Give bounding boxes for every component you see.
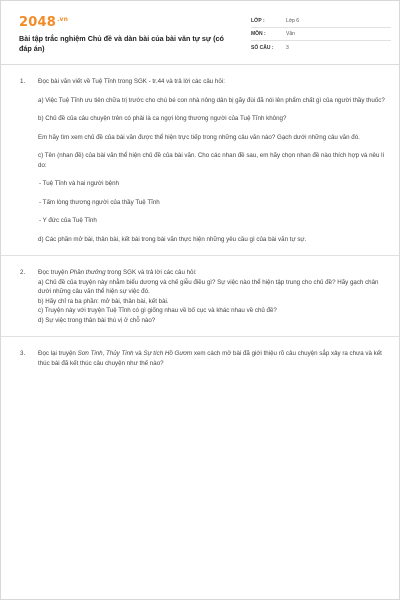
title-option-1: - Tuệ Tĩnh và hai người bệnh [39,180,119,187]
question-number: 1. [20,78,26,85]
meta-row-socau [251,41,391,54]
meta-socau-value: 3 [286,44,289,51]
intro-text-end: xem cách mở bài đã giới thiệu rõ câu chuyện sắp xảy ra chưa và kết thúc bài đã kết thúc câu chuyện như thế nào? [38,350,382,367]
question-intro [38,349,391,368]
question-part-c: c) Truyện này với truyện Tuệ Tĩnh có gì giống nhau về bố cục và khác nhau về chủ đề? [38,307,277,314]
question-part-d: d) Sự việc trong thân bài thú vị ở chỗ nào? [38,316,156,324]
question-part-b: b) Hãy chỉ ra ba phần: mở bài, thân bài, kết bài. [38,297,169,305]
divider [1,336,399,337]
story-title-2: Sự tích Hồ Gươm [143,350,193,357]
question-part-a: a) Việc Tuệ Tĩnh ưu tiên chữa trị trước cho chú bé con nhà nông dân bị gãy đùi đã nói lên phẩm chất gì của người thầy thuốc? [38,96,385,104]
site-logo[interactable] [19,15,68,30]
title-option-2: - Tấm lòng thương người của thầy Tuệ Tĩnh [39,198,160,206]
meta-row-mon [251,28,391,41]
title-option-3: - Y đức của Tuệ Tĩnh [39,217,97,224]
question-part-b: b) Chủ đề của câu chuyện trên có phải là ca ngợi lòng thương người của Tuệ Tĩnh không? [38,115,287,122]
intro-text-mid: và [133,350,144,357]
question-part-d: d) Các phần mở bài, thân bài, kết bài trong bài văn thực hiện những yêu cầu gì của bài văn tự sự. [38,235,307,243]
question-number: 2. [20,269,26,276]
divider [1,255,399,256]
question-intro: Đọc bài văn viết về Tuệ Tĩnh trong SGK - tr.44 và trả lời các câu hỏi: [38,78,225,85]
question-intro [38,268,391,278]
meta-mon-value: Văn [286,31,295,37]
intro-text: Đọc lại truyện [38,350,78,357]
meta-lop-value: Lớp 6 [286,18,300,24]
intro-text: Đọc truyện [38,269,70,276]
meta-socau-label: SỐ CÂU : [251,44,274,51]
question-number: 3. [20,350,26,357]
question-3 [19,349,391,368]
logo-main: 2048 [19,15,56,30]
question-2 [19,268,391,325]
question-1 [19,77,391,244]
story-title-1: Sơn Tinh, Thủy Tinh [77,350,134,357]
meta-lop-label: LỚP : [251,18,265,24]
logo-suffix: .vn [56,15,69,23]
question-list [19,77,391,368]
question-part-a: a) Chủ đề của truyện này nhằm biểu dương và chế giễu điều gì? Sự việc nào thể hiện tập trung cho chủ đề? Hãy gạch chân dưới những câu văn thể hiện sự việc đó. [38,278,379,295]
meta-mon-label: MÔN : [251,31,266,37]
question-part-c: c) Tên (nhan đề) của bài văn thể hiện chủ đề của bài văn. Cho các nhan đề sau, em hãy chọn nhan đề nào thích hợp và nêu lí do: [38,152,385,169]
meta-table [251,15,391,54]
question-instruction: Em hãy tìm xem chủ đề của bài văn được thể hiện trực tiếp trong những câu văn nào? Gạch dưới những câu văn đó. [38,133,360,141]
header [1,1,399,65]
story-title: Phần thưởng [69,269,106,276]
page-title: Bài tập trắc nghiệm Chủ đề và dàn bài của bài văn tự sự (có đáp án) [19,34,224,53]
intro-text-end: trong SGK và trả lời các câu hỏi: [105,269,197,276]
meta-row-lop [251,15,391,28]
